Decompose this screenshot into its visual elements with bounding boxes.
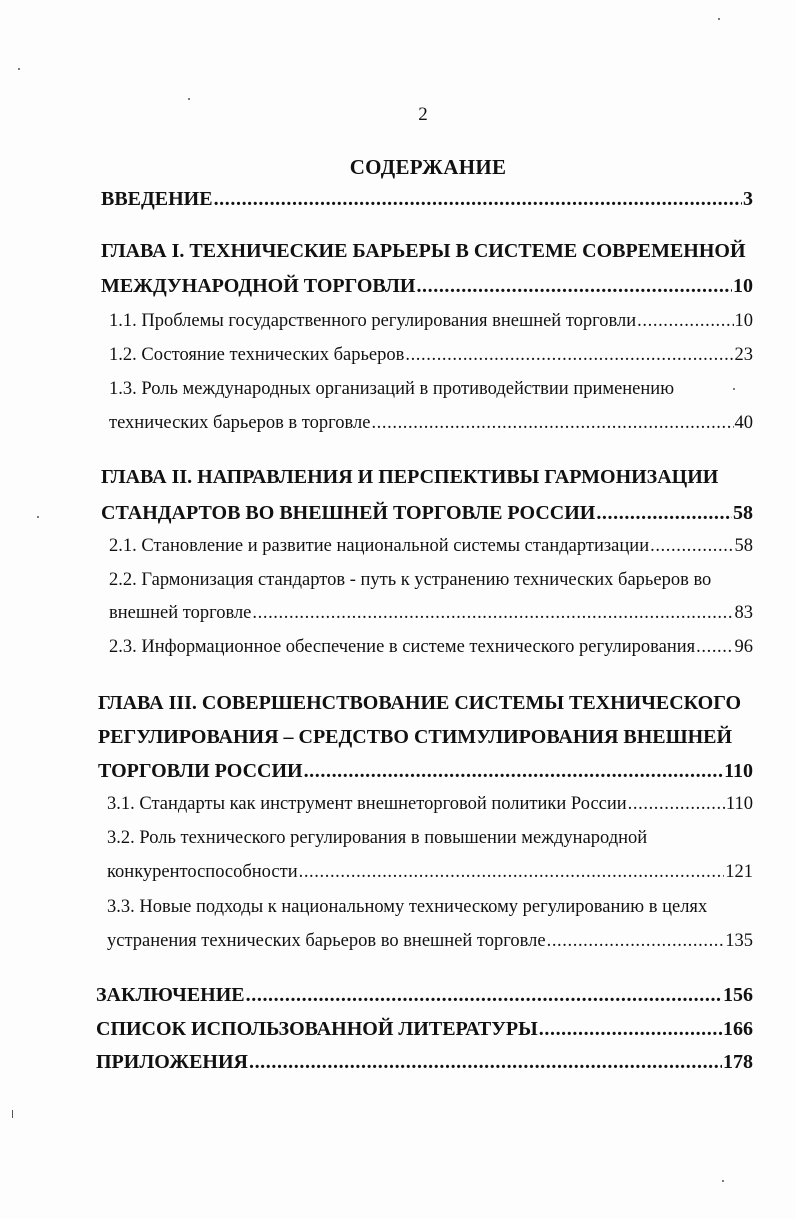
toc-entry-section-3-3[interactable] <box>107 931 753 959</box>
toc-entry-label: технических барьеров в торговле <box>109 413 371 433</box>
dot-leader <box>252 603 733 624</box>
toc-entry-label: ПРИЛОЖЕНИЯ <box>96 1051 248 1073</box>
toc-entry-section-3-2[interactable] <box>107 862 753 890</box>
dot-leader <box>416 275 732 298</box>
toc-entry-label: СТАНДАРТОВ ВО ВНЕШНЕЙ ТОРГОВЛЕ РОССИИ <box>101 502 596 524</box>
toc-page-number: 83 <box>734 603 753 623</box>
toc-entry-label: 3.1. Стандарты как инструмент внешнеторговой политики России <box>107 794 627 814</box>
toc-entry-bibliography[interactable] <box>96 1018 753 1046</box>
toc-page-number: 135 <box>725 931 753 951</box>
page-title: СОДЕРЖАНИЕ <box>349 155 507 179</box>
toc-page-number: 121 <box>725 862 753 882</box>
toc-entry-label: ТОРГОВЛИ РОССИИ <box>98 760 303 782</box>
scan-speck <box>733 388 735 390</box>
dot-leader <box>547 931 725 952</box>
toc-entry-chapter-2[interactable] <box>101 502 753 530</box>
toc-page-number: 10 <box>733 275 753 297</box>
dot-leader <box>246 984 722 1007</box>
toc-entry-conclusion[interactable] <box>96 984 753 1012</box>
toc-entry-intro[interactable] <box>101 188 753 216</box>
scan-speck <box>722 1180 724 1182</box>
toc-entry-section-2-3[interactable] <box>109 637 753 665</box>
dot-leader <box>650 536 733 557</box>
chapter-heading: РЕГУЛИРОВАНИЯ – СРЕДСТВО СТИМУЛИРОВАНИЯ ВНЕШНЕЙ <box>98 726 733 748</box>
dot-leader <box>304 760 724 783</box>
toc-entry-section-3-1[interactable] <box>107 794 753 822</box>
chapter-heading: ГЛАВА I. ТЕХНИЧЕСКИЕ БАРЬЕРЫ В СИСТЕМЕ СОВРЕМЕННОЙ <box>101 240 746 262</box>
toc-page-number: 166 <box>723 1018 753 1040</box>
toc-entry-label: МЕЖДУНАРОДНОЙ ТОРГОВЛИ <box>101 275 416 297</box>
toc-page-number: 58 <box>734 536 753 556</box>
dot-leader <box>696 637 733 658</box>
scan-speck <box>12 1110 13 1118</box>
scan-speck <box>37 516 39 518</box>
dot-leader <box>405 345 733 366</box>
toc-page-number: 40 <box>734 413 753 433</box>
toc-entry-section-1-2[interactable] <box>109 345 753 373</box>
toc-entry-label: ЗАКЛЮЧЕНИЕ <box>96 984 245 1006</box>
toc-entry-label: устранения технических барьеров во внешней торговле <box>107 931 546 951</box>
toc-page-number: 10 <box>734 311 753 331</box>
dot-leader <box>539 1018 722 1041</box>
toc-entry-label: СПИСОК ИСПОЛЬЗОВАННОЙ ЛИТЕРАТУРЫ <box>96 1018 538 1040</box>
dot-leader <box>299 862 725 883</box>
scan-speck <box>718 18 720 20</box>
toc-entry-label: 1.1. Проблемы государственного регулирования внешней торговли <box>109 311 637 331</box>
toc-entry-appendices[interactable] <box>96 1051 753 1079</box>
dot-leader <box>249 1051 722 1074</box>
toc-entry-section-2-1[interactable] <box>109 536 753 564</box>
dot-leader <box>596 502 732 525</box>
dot-leader <box>371 413 733 434</box>
toc-entry-chapter-3[interactable] <box>98 760 753 788</box>
toc-entry-section-2-2-line[interactable]: 2.2. Гармонизация стандартов - путь к устранению технических барьеров во <box>109 570 712 590</box>
scan-speck <box>18 68 20 70</box>
dot-leader <box>628 794 725 815</box>
dot-leader <box>637 311 733 332</box>
toc-entry-section-2-2[interactable] <box>109 603 753 631</box>
toc-entry-label: внешней торговле <box>109 603 252 623</box>
toc-page-number: 110 <box>725 794 753 814</box>
toc-entry-label: 2.3. Информационное обеспечение в системе технического регулирования <box>109 637 696 657</box>
toc-page-number: 3 <box>743 188 753 210</box>
toc-entry-section-1-1[interactable] <box>109 311 753 339</box>
toc-entry-section-3-2-line[interactable]: 3.2. Роль технического регулирования в повышении международной <box>107 828 648 848</box>
page-number: 2 <box>418 104 428 125</box>
toc-entry-label: 2.1. Становление и развитие национальной системы стандартизации <box>109 536 650 556</box>
toc-entry-label: конкурентоспособности <box>107 862 298 882</box>
toc-entry-chapter-1[interactable] <box>101 275 753 303</box>
toc-entry-section-3-3-line[interactable]: 3.3. Новые подходы к национальному техническому регулированию в целях <box>107 897 708 917</box>
scan-speck <box>188 98 190 100</box>
toc-entry-section-1-3-line[interactable]: 1.3. Роль международных организаций в противодействии применению <box>109 379 675 399</box>
toc-page-number: 96 <box>734 637 753 657</box>
chapter-heading: ГЛАВА III. СОВЕРШЕНСТВОВАНИЕ СИСТЕМЫ ТЕХНИЧЕСКОГО <box>98 692 742 714</box>
toc-entry-section-1-3[interactable] <box>109 413 753 441</box>
toc-page-number: 23 <box>734 345 753 365</box>
toc-page-number: 178 <box>723 1051 753 1073</box>
toc-entry-label: 1.2. Состояние технических барьеров <box>109 345 405 365</box>
dot-leader <box>214 188 742 211</box>
toc-page-number: 58 <box>733 502 753 524</box>
toc-page-number: 110 <box>724 760 753 782</box>
toc-page-number: 156 <box>723 984 753 1006</box>
toc-entry-label: ВВЕДЕНИЕ <box>101 188 213 210</box>
chapter-heading: ГЛАВА II. НАПРАВЛЕНИЯ И ПЕРСПЕКТИВЫ ГАРМОНИЗАЦИИ <box>101 466 719 488</box>
